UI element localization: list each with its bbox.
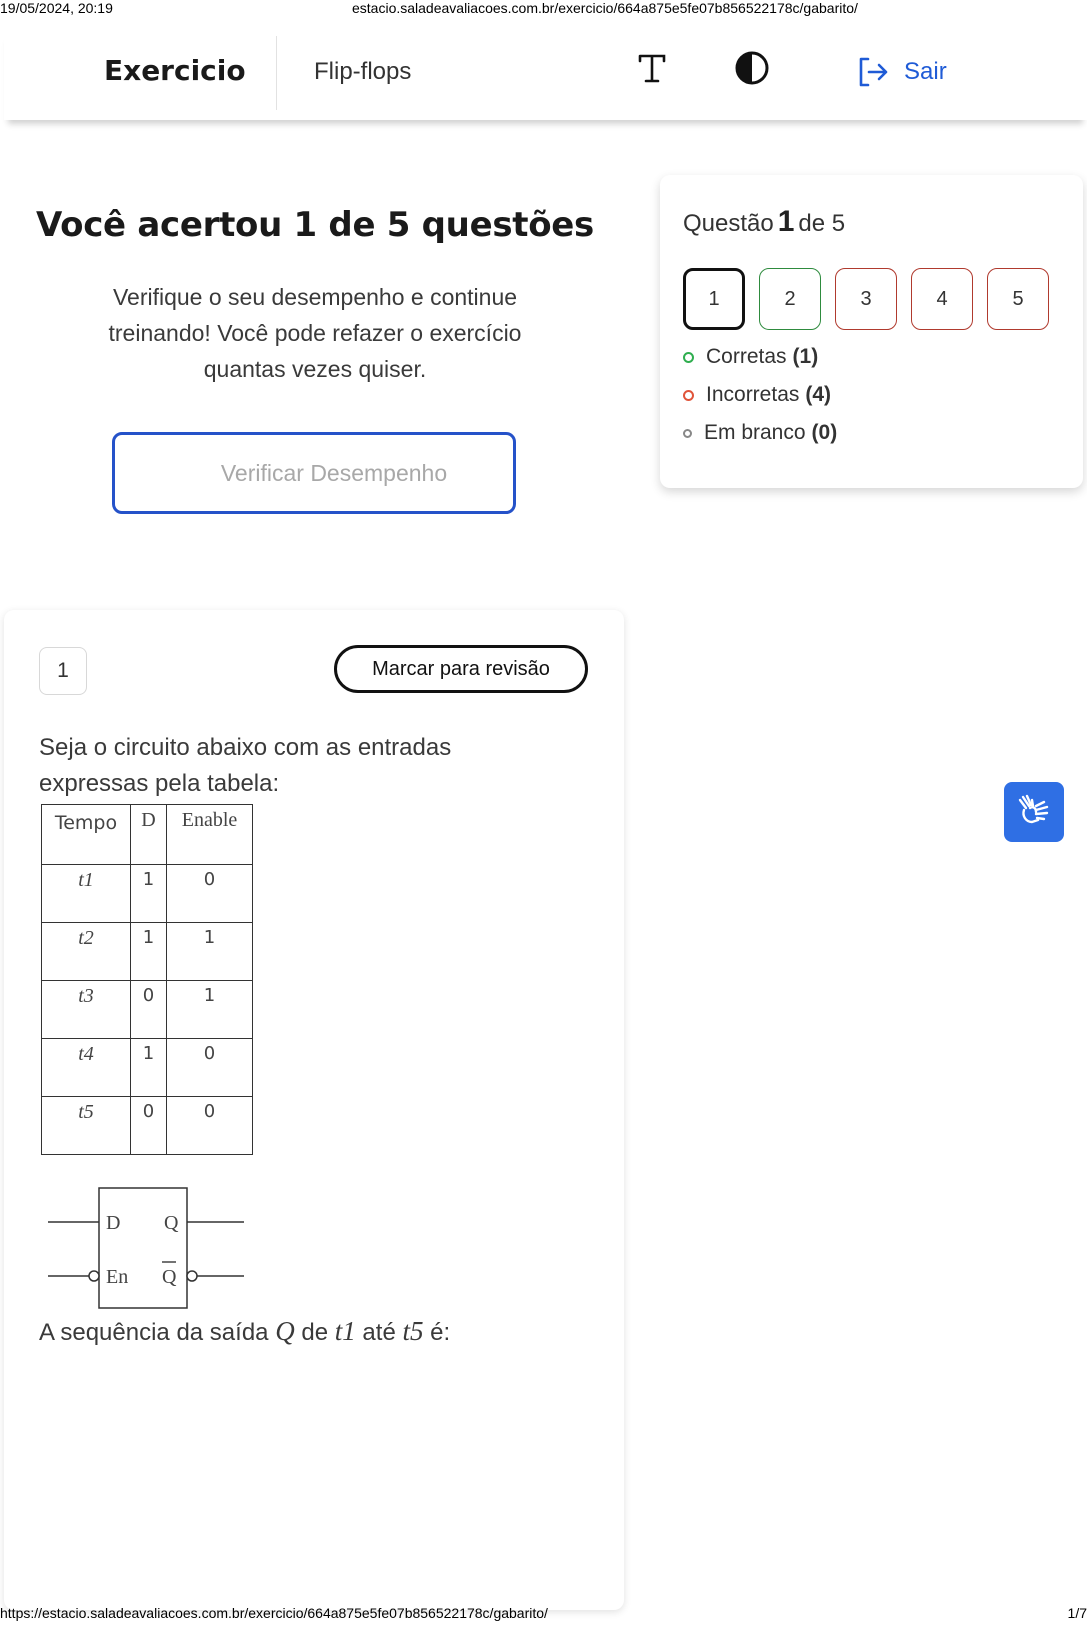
table-cell: t1 — [42, 865, 131, 923]
legend-correct — [683, 345, 818, 369]
legend-incorrect-count: (4) — [805, 383, 832, 406]
output-qbar-label: Q — [162, 1266, 177, 1288]
sign-language-icon — [1014, 792, 1054, 832]
prompt-de: de — [301, 1319, 329, 1346]
table-cell: 0 — [167, 1097, 253, 1155]
sign-language-button[interactable] — [1004, 782, 1064, 842]
output-q-label: Q — [164, 1212, 179, 1234]
logout-label: Sair — [904, 58, 947, 85]
prompt-var-t1: t1 — [334, 1316, 356, 1346]
print-page-number: 1/7 — [1067, 1605, 1087, 1621]
table-row — [42, 981, 253, 1039]
question-button-5[interactable]: 5 — [987, 268, 1049, 330]
result-summary — [30, 205, 600, 387]
font-size-button[interactable] — [632, 48, 672, 88]
table-cell: 0 — [167, 865, 253, 923]
mark-for-review-button[interactable]: Marcar para revisão — [334, 645, 588, 693]
legend-correct-label: Corretas — [706, 345, 787, 368]
table-header-row — [42, 805, 253, 865]
table-header: Tempo — [42, 805, 131, 865]
brand-title: Exercicio — [104, 54, 246, 87]
table-cell: 1 — [131, 923, 167, 981]
table-row — [42, 1097, 253, 1155]
prompt-var-q: Q — [275, 1316, 295, 1346]
verify-performance-button[interactable]: Verificar Desempenho — [112, 432, 516, 514]
logout-button[interactable] — [856, 52, 947, 92]
prompt-start: A sequência da saída — [39, 1319, 269, 1346]
contrast-button[interactable] — [732, 48, 772, 88]
question-button-3[interactable]: 3 — [835, 268, 897, 330]
table-cell: t3 — [42, 981, 131, 1039]
table-cell: 0 — [167, 1039, 253, 1097]
question-counter-suffix: de 5 — [798, 210, 846, 237]
table-header: D — [131, 805, 167, 865]
result-message: Verifique o seu desempenho e continue treinando! Você pode refazer o exercício quantas vezes quiser. — [108, 284, 522, 382]
table-cell: t5 — [42, 1097, 131, 1155]
print-url: estacio.saladeavaliacoes.com.br/exercicio/664a875e5fe07b856522178c/gabarito/ — [352, 0, 858, 16]
question-button-1[interactable]: 1 — [683, 268, 745, 330]
prompt-var-t5: t5 — [402, 1316, 424, 1346]
top-navbar — [4, 30, 1087, 120]
legend-incorrect-label: Incorretas — [706, 383, 800, 406]
legend-blank-count: (0) — [811, 421, 838, 444]
prompt-end: é: — [430, 1319, 451, 1346]
input-d-label: D — [106, 1212, 121, 1234]
table-cell: t2 — [42, 923, 131, 981]
table-row — [42, 1039, 253, 1097]
table-cell: 1 — [167, 981, 253, 1039]
question-prompt — [39, 1316, 450, 1347]
d-latch-diagram — [48, 1186, 248, 1312]
print-footer — [0, 1605, 1087, 1625]
question-counter — [683, 205, 845, 239]
legend-incorrect — [683, 383, 831, 407]
question-card — [4, 610, 624, 1610]
question-number-badge: 1 — [39, 647, 87, 695]
result-title: Você acertou 1 de 5 questões — [35, 205, 594, 245]
input-enable-label: En — [106, 1266, 129, 1288]
input-truth-table — [41, 804, 253, 1155]
question-navigator — [660, 175, 1083, 488]
question-counter-current: 1 — [777, 205, 795, 238]
question-text: Seja o circuito abaixo com as entradas expressas pela tabela: — [39, 734, 452, 797]
contrast-icon — [732, 48, 772, 88]
table-row — [42, 865, 253, 923]
table-cell: 0 — [131, 981, 167, 1039]
blank-dot-icon — [683, 429, 692, 438]
table-cell: 1 — [167, 923, 253, 981]
legend-correct-count: (1) — [792, 345, 819, 368]
question-button-2[interactable]: 2 — [759, 268, 821, 330]
logout-icon — [856, 55, 890, 89]
question-button-4[interactable]: 4 — [911, 268, 973, 330]
table-cell: 1 — [131, 865, 167, 923]
table-cell: t4 — [42, 1039, 131, 1097]
prompt-ate: até — [362, 1319, 396, 1346]
print-footer-url: https://estacio.saladeavaliacoes.com.br/exercicio/664a875e5fe07b856522178c/gabarito/ — [0, 1605, 548, 1621]
text-size-icon — [632, 48, 672, 88]
table-row — [42, 923, 253, 981]
navbar-divider — [276, 36, 277, 110]
table-header: Enable — [167, 805, 253, 865]
print-header — [0, 0, 1087, 18]
subject-title: Flip-flops — [314, 58, 412, 85]
incorrect-dot-icon — [683, 390, 694, 401]
table-cell: 0 — [131, 1097, 167, 1155]
print-datetime: 19/05/2024, 20:19 — [0, 0, 113, 16]
question-counter-prefix: Questão — [683, 210, 774, 237]
legend-blank — [683, 421, 837, 445]
correct-dot-icon — [683, 352, 694, 363]
legend-blank-label: Em branco — [704, 421, 806, 444]
table-cell: 1 — [131, 1039, 167, 1097]
